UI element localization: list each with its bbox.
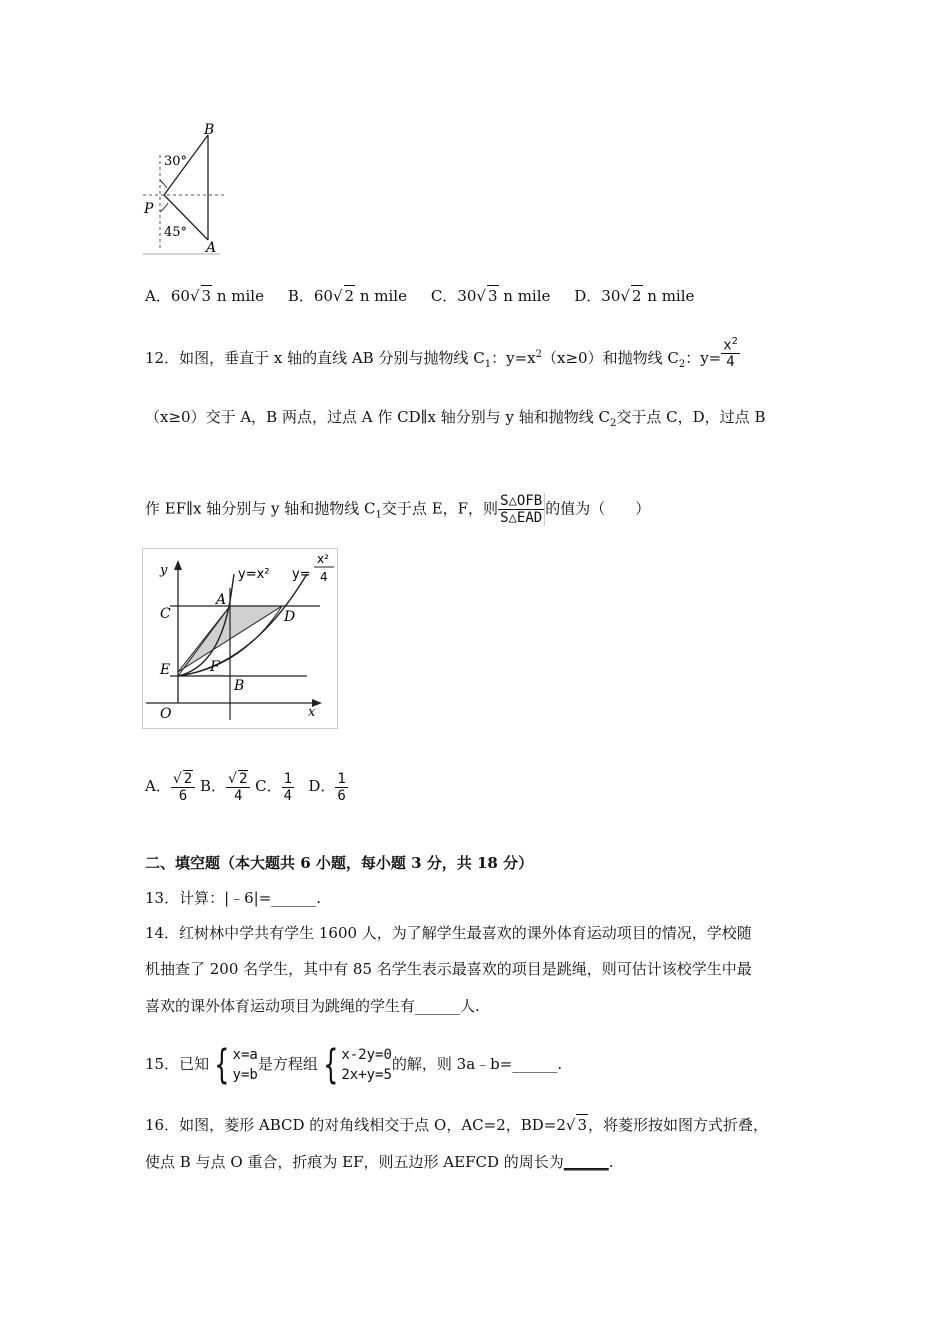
q12-option-a: A． $\frac{√ 2}{6}$ — [145, 777, 195, 795]
q12-label-a: A — [216, 592, 227, 608]
q12-line3: 作 EF∥x 轴分别与 y 轴和抛物线 $C_1$交于点 E，F，则 $\frac{\text{S△OFB}}{\text{S△EAD}}$ 的值为（ ） — [145, 493, 651, 526]
q12-figure — [142, 548, 338, 730]
q12-axis-x: x — [308, 705, 316, 720]
q16-line1: 16．如图，菱形 ABCD 的对角线相交于点 O，AC=2，BD=2√ 3，将菱形按如图方式折叠， — [145, 1116, 769, 1134]
q11-option-b: B．60√ 2 n mile — [287, 287, 407, 305]
q12-label-o: O — [160, 706, 172, 722]
q14-line2: 机抽查了 200 名学生，其中有 85 名学生表示最喜欢的项目是跳绳，则可估计该校学生中最 — [145, 960, 752, 978]
q12-curve1-label: y=x² — [238, 567, 270, 582]
q12-option-b: B． $\frac{√ 2}{4}$ — [200, 777, 250, 795]
q12-label-b: B — [234, 678, 245, 694]
q12-label-c: C — [160, 606, 171, 622]
q15-system2: { x-2y=0 2x+y=5 — [322, 1042, 392, 1088]
q11-angle-bottom: 45° — [164, 225, 188, 240]
q14-line1: 14．红树林中学共有学生 1600 人，为了解学生最喜欢的课外体育运动项目的情况，学校随 — [145, 924, 752, 942]
q12-label-f: F — [210, 659, 220, 675]
q11-option-c: C．30√ 3 n mile — [430, 287, 551, 305]
q12-c2-fraction: $\frac{x^2}{4}$ — [723, 335, 738, 371]
section2-title: 二、填空题（本大题共 6 小题，每小题 3 分，共 18 分） — [145, 854, 534, 872]
q12-curve2-num: x² — [317, 552, 329, 566]
q12-axis-y: y — [160, 563, 168, 578]
q11-options — [145, 285, 694, 306]
q11-angle-top: 30° — [164, 154, 188, 169]
q15-system1: { x=a y=b — [214, 1042, 258, 1088]
q15: 15．已知 { x=a y=b 是方程组 { x-2y=0 2x+y=5 的解，则 3a﹣b=______. — [145, 1042, 563, 1088]
q12-options — [145, 766, 348, 806]
q12-option-d: D． $\frac{1}{6}$ — [308, 770, 346, 804]
q11-label-p: P — [144, 201, 154, 217]
q12-label-e: E — [160, 662, 171, 678]
q11-label-b: B — [204, 122, 215, 138]
q11-figure — [140, 120, 230, 260]
q16-line2: 使点 B 与点 O 重合，折痕为 EF，则五边形 AEFCD 的周长为______. — [145, 1153, 614, 1171]
q12-label-d: D — [284, 609, 296, 625]
q12-option-c: C． $\frac{1}{4}$ — [255, 770, 293, 804]
q14-line3: 喜欢的课外体育运动项目为跳绳的学生有______人. — [145, 997, 480, 1015]
q12-line2: （x≥0）交于 A，B 两点，过点 A 作 CD∥x 轴分别与 y 轴和抛物线 $C_2$交于点 C，D，过点 B — [145, 408, 766, 429]
q12-curve2-den: 4 — [320, 570, 328, 584]
q12-curve2-prefix: y= — [292, 567, 311, 582]
q12-ratio-fraction: $\frac{\text{S△OFB}}{\text{S△EAD}}$ — [498, 493, 545, 526]
q11-label-a: A — [206, 240, 217, 256]
q13: 13．计算：|﹣6|=______. — [145, 889, 322, 907]
q11-option-a: A．60√ 3 n mile — [145, 287, 264, 305]
q11-option-d: D．30√ 2 n mile — [574, 287, 695, 305]
q12-line1: 12．如图，垂直于 x 轴的直线 AB 分别与抛物线 $C_1$：$y=x^2(x\ge 0)$和抛物线 $C_2$：y= $\frac{x^2}{4}$ — [145, 335, 738, 371]
